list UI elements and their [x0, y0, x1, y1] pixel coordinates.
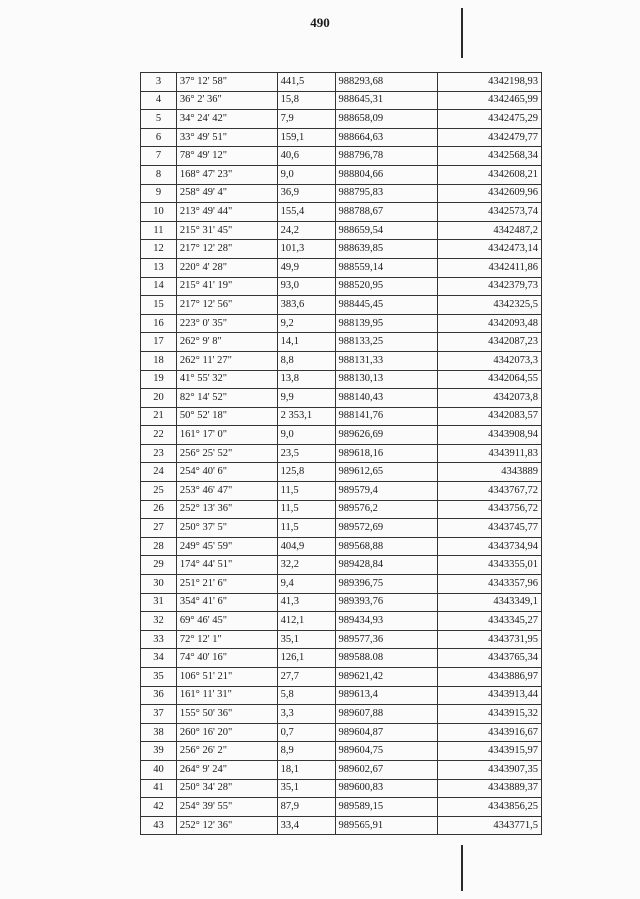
point-number-cell: 12	[141, 240, 177, 259]
table-row	[141, 742, 542, 761]
point-number-cell: 20	[141, 389, 177, 408]
distance-cell: 404,9	[277, 537, 335, 556]
table-row	[141, 705, 542, 724]
x-coordinate-cell: 989604,87	[335, 723, 438, 742]
table-row	[141, 240, 542, 259]
point-number-cell: 42	[141, 798, 177, 817]
point-number-cell: 43	[141, 816, 177, 835]
point-number-cell: 33	[141, 630, 177, 649]
point-number-cell: 11	[141, 221, 177, 240]
direction-angle-cell: 254° 39' 55"	[176, 798, 277, 817]
distance-cell: 49,9	[277, 258, 335, 277]
distance-cell: 11,5	[277, 519, 335, 538]
direction-angle-cell: 82° 14' 52"	[176, 389, 277, 408]
x-coordinate-cell: 988804,66	[335, 165, 438, 184]
table-row	[141, 649, 542, 668]
direction-angle-cell: 161° 11' 31"	[176, 686, 277, 705]
point-number-cell: 15	[141, 296, 177, 315]
point-number-cell: 7	[141, 147, 177, 166]
y-coordinate-cell: 4343765,34	[438, 649, 542, 668]
y-coordinate-cell: 4342064,55	[438, 370, 542, 389]
point-number-cell: 19	[141, 370, 177, 389]
direction-angle-cell: 34° 24' 42"	[176, 110, 277, 129]
distance-cell: 383,6	[277, 296, 335, 315]
direction-angle-cell: 251° 21' 6"	[176, 575, 277, 594]
y-coordinate-cell: 4343745,77	[438, 519, 542, 538]
table-row	[141, 73, 542, 92]
distance-cell: 13,8	[277, 370, 335, 389]
distance-cell: 33,4	[277, 816, 335, 835]
point-number-cell: 24	[141, 463, 177, 482]
table-row	[141, 147, 542, 166]
table-row	[141, 444, 542, 463]
distance-cell: 8,8	[277, 351, 335, 370]
x-coordinate-cell: 989604,75	[335, 742, 438, 761]
table-row	[141, 816, 542, 835]
point-number-cell: 35	[141, 668, 177, 687]
y-coordinate-cell: 4343915,97	[438, 742, 542, 761]
direction-angle-cell: 260° 16' 20"	[176, 723, 277, 742]
distance-cell: 125,8	[277, 463, 335, 482]
y-coordinate-cell: 4342379,73	[438, 277, 542, 296]
point-number-cell: 27	[141, 519, 177, 538]
table-row	[141, 389, 542, 408]
table-row	[141, 203, 542, 222]
point-number-cell: 41	[141, 779, 177, 798]
y-coordinate-cell: 4343734,94	[438, 537, 542, 556]
distance-cell: 159,1	[277, 128, 335, 147]
y-coordinate-cell: 4343907,35	[438, 760, 542, 779]
x-coordinate-cell: 988141,76	[335, 407, 438, 426]
table-row	[141, 258, 542, 277]
point-number-cell: 40	[141, 760, 177, 779]
x-coordinate-cell: 988645,31	[335, 91, 438, 110]
y-coordinate-cell: 4342608,21	[438, 165, 542, 184]
point-number-cell: 16	[141, 314, 177, 333]
direction-angle-cell: 37° 12' 58"	[176, 73, 277, 92]
table-row	[141, 760, 542, 779]
table-row	[141, 612, 542, 631]
distance-cell: 35,1	[277, 630, 335, 649]
x-coordinate-cell: 989612,65	[335, 463, 438, 482]
point-number-cell: 17	[141, 333, 177, 352]
distance-cell: 3,3	[277, 705, 335, 724]
distance-cell: 40,6	[277, 147, 335, 166]
distance-cell: 9,0	[277, 426, 335, 445]
direction-angle-cell: 168° 47' 23"	[176, 165, 277, 184]
distance-cell: 126,1	[277, 649, 335, 668]
x-coordinate-cell: 989626,69	[335, 426, 438, 445]
table-row	[141, 296, 542, 315]
table-row	[141, 333, 542, 352]
point-number-cell: 13	[141, 258, 177, 277]
table-row	[141, 779, 542, 798]
table-row	[141, 426, 542, 445]
direction-angle-cell: 174° 44' 51"	[176, 556, 277, 575]
x-coordinate-cell: 988788,67	[335, 203, 438, 222]
point-number-cell: 6	[141, 128, 177, 147]
table-row	[141, 500, 542, 519]
distance-cell: 15,8	[277, 91, 335, 110]
x-coordinate-cell: 989600,83	[335, 779, 438, 798]
distance-cell: 7,9	[277, 110, 335, 129]
distance-cell: 9,2	[277, 314, 335, 333]
table-row	[141, 519, 542, 538]
table-row	[141, 165, 542, 184]
distance-cell: 5,8	[277, 686, 335, 705]
y-coordinate-cell: 4343886,97	[438, 668, 542, 687]
point-number-cell: 22	[141, 426, 177, 445]
distance-cell: 101,3	[277, 240, 335, 259]
y-coordinate-cell: 4342411,86	[438, 258, 542, 277]
distance-cell: 23,5	[277, 444, 335, 463]
x-coordinate-cell: 989607,88	[335, 705, 438, 724]
x-coordinate-cell: 988131,33	[335, 351, 438, 370]
point-number-cell: 8	[141, 165, 177, 184]
point-number-cell: 14	[141, 277, 177, 296]
y-coordinate-cell: 4343908,94	[438, 426, 542, 445]
point-number-cell: 25	[141, 482, 177, 501]
distance-cell: 36,9	[277, 184, 335, 203]
direction-angle-cell: 69° 46' 45"	[176, 612, 277, 631]
direction-angle-cell: 215° 31' 45"	[176, 221, 277, 240]
point-number-cell: 32	[141, 612, 177, 631]
y-coordinate-cell: 4343731,95	[438, 630, 542, 649]
y-coordinate-cell: 4342073,3	[438, 351, 542, 370]
table-row	[141, 407, 542, 426]
table-row	[141, 723, 542, 742]
x-coordinate-cell: 989396,75	[335, 575, 438, 594]
table-row	[141, 537, 542, 556]
x-coordinate-cell: 988664,63	[335, 128, 438, 147]
direction-angle-cell: 41° 55' 32"	[176, 370, 277, 389]
direction-angle-cell: 252° 13' 36"	[176, 500, 277, 519]
table-row	[141, 575, 542, 594]
y-coordinate-cell: 4343916,67	[438, 723, 542, 742]
direction-angle-cell: 256° 26' 2"	[176, 742, 277, 761]
x-coordinate-cell: 988139,95	[335, 314, 438, 333]
table-row	[141, 221, 542, 240]
direction-angle-cell: 36° 2' 36"	[176, 91, 277, 110]
direction-angle-cell: 33° 49' 51"	[176, 128, 277, 147]
point-number-cell: 23	[141, 444, 177, 463]
distance-cell: 9,0	[277, 165, 335, 184]
y-coordinate-cell: 4343355,01	[438, 556, 542, 575]
point-number-cell: 29	[141, 556, 177, 575]
x-coordinate-cell: 989393,76	[335, 593, 438, 612]
direction-angle-cell: 262° 11' 27"	[176, 351, 277, 370]
table-row	[141, 351, 542, 370]
x-coordinate-cell: 988520,95	[335, 277, 438, 296]
x-coordinate-cell: 989428,84	[335, 556, 438, 575]
y-coordinate-cell: 4342573,74	[438, 203, 542, 222]
y-coordinate-cell: 4343889,37	[438, 779, 542, 798]
y-coordinate-cell: 4342325,5	[438, 296, 542, 315]
y-coordinate-cell: 4343856,25	[438, 798, 542, 817]
direction-angle-cell: 254° 40' 6"	[176, 463, 277, 482]
direction-angle-cell: 253° 46' 47"	[176, 482, 277, 501]
distance-cell: 35,1	[277, 779, 335, 798]
distance-cell: 412,1	[277, 612, 335, 631]
distance-cell: 9,4	[277, 575, 335, 594]
y-coordinate-cell: 4343345,27	[438, 612, 542, 631]
table-row	[141, 593, 542, 612]
table-row	[141, 314, 542, 333]
table-row	[141, 798, 542, 817]
table-row	[141, 556, 542, 575]
direction-angle-cell: 220° 4' 28"	[176, 258, 277, 277]
y-coordinate-cell: 4342073,8	[438, 389, 542, 408]
direction-angle-cell: 106° 51' 21"	[176, 668, 277, 687]
table-row	[141, 370, 542, 389]
x-coordinate-cell: 989579,4	[335, 482, 438, 501]
x-coordinate-cell: 988130,13	[335, 370, 438, 389]
distance-cell: 87,9	[277, 798, 335, 817]
point-number-cell: 18	[141, 351, 177, 370]
x-coordinate-cell: 988639,85	[335, 240, 438, 259]
y-coordinate-cell: 4342568,34	[438, 147, 542, 166]
direction-angle-cell: 250° 37' 5"	[176, 519, 277, 538]
table-row	[141, 686, 542, 705]
y-coordinate-cell: 4342198,93	[438, 73, 542, 92]
y-coordinate-cell: 4342473,14	[438, 240, 542, 259]
x-coordinate-cell: 989588.08	[335, 649, 438, 668]
x-coordinate-cell: 988559,14	[335, 258, 438, 277]
point-number-cell: 4	[141, 91, 177, 110]
distance-cell: 8,9	[277, 742, 335, 761]
x-coordinate-cell: 989577,36	[335, 630, 438, 649]
direction-angle-cell: 217° 12' 56"	[176, 296, 277, 315]
y-coordinate-cell: 4342487,2	[438, 221, 542, 240]
y-coordinate-cell: 4342093,48	[438, 314, 542, 333]
y-coordinate-cell: 4343349,1	[438, 593, 542, 612]
direction-angle-cell: 223° 0' 35"	[176, 314, 277, 333]
x-coordinate-cell: 989565,91	[335, 816, 438, 835]
x-coordinate-cell: 989434,93	[335, 612, 438, 631]
distance-cell: 32,2	[277, 556, 335, 575]
x-coordinate-cell: 989618,16	[335, 444, 438, 463]
direction-angle-cell: 262° 9' 8"	[176, 333, 277, 352]
table-row	[141, 277, 542, 296]
x-coordinate-cell: 988293,68	[335, 73, 438, 92]
scan-artifact-top	[461, 8, 463, 58]
table-row	[141, 668, 542, 687]
y-coordinate-cell: 4343913,44	[438, 686, 542, 705]
y-coordinate-cell: 4343911,83	[438, 444, 542, 463]
point-number-cell: 5	[141, 110, 177, 129]
table-row	[141, 463, 542, 482]
distance-cell: 11,5	[277, 482, 335, 501]
x-coordinate-cell: 988795,83	[335, 184, 438, 203]
table-row	[141, 128, 542, 147]
direction-angle-cell: 250° 34' 28"	[176, 779, 277, 798]
table-row	[141, 184, 542, 203]
point-number-cell: 36	[141, 686, 177, 705]
y-coordinate-cell: 4342609,96	[438, 184, 542, 203]
direction-angle-cell: 258° 49' 4"	[176, 184, 277, 203]
point-number-cell: 39	[141, 742, 177, 761]
x-coordinate-cell: 988796,78	[335, 147, 438, 166]
x-coordinate-cell: 988445,45	[335, 296, 438, 315]
x-coordinate-cell: 989568,88	[335, 537, 438, 556]
distance-cell: 155,4	[277, 203, 335, 222]
point-number-cell: 28	[141, 537, 177, 556]
table-row	[141, 91, 542, 110]
y-coordinate-cell: 4343767,72	[438, 482, 542, 501]
table-row	[141, 482, 542, 501]
distance-cell: 9,9	[277, 389, 335, 408]
y-coordinate-cell: 4342475,29	[438, 110, 542, 129]
direction-angle-cell: 264° 9' 24"	[176, 760, 277, 779]
y-coordinate-cell: 4342479,77	[438, 128, 542, 147]
point-number-cell: 38	[141, 723, 177, 742]
direction-angle-cell: 50° 52' 18"	[176, 407, 277, 426]
x-coordinate-cell: 989576,2	[335, 500, 438, 519]
distance-cell: 41,3	[277, 593, 335, 612]
table-row	[141, 630, 542, 649]
y-coordinate-cell: 4343915,32	[438, 705, 542, 724]
distance-cell: 18,1	[277, 760, 335, 779]
direction-angle-cell: 354° 41' 6"	[176, 593, 277, 612]
y-coordinate-cell: 4342083,57	[438, 407, 542, 426]
direction-angle-cell: 256° 25' 52"	[176, 444, 277, 463]
distance-cell: 24,2	[277, 221, 335, 240]
direction-angle-cell: 252° 12' 36"	[176, 816, 277, 835]
distance-cell: 2 353,1	[277, 407, 335, 426]
x-coordinate-cell: 989621,42	[335, 668, 438, 687]
x-coordinate-cell: 988133,25	[335, 333, 438, 352]
x-coordinate-cell: 989602,67	[335, 760, 438, 779]
y-coordinate-cell: 4343889	[438, 463, 542, 482]
direction-angle-cell: 249° 45' 59"	[176, 537, 277, 556]
distance-cell: 93,0	[277, 277, 335, 296]
coordinates-table	[140, 72, 542, 835]
x-coordinate-cell: 989572,69	[335, 519, 438, 538]
coordinates-table-body	[141, 73, 542, 835]
point-number-cell: 34	[141, 649, 177, 668]
x-coordinate-cell: 989589,15	[335, 798, 438, 817]
y-coordinate-cell: 4343756,72	[438, 500, 542, 519]
point-number-cell: 30	[141, 575, 177, 594]
point-number-cell: 37	[141, 705, 177, 724]
point-number-cell: 9	[141, 184, 177, 203]
page-number: 490	[310, 15, 330, 30]
distance-cell: 14,1	[277, 333, 335, 352]
x-coordinate-cell: 988140,43	[335, 389, 438, 408]
point-number-cell: 3	[141, 73, 177, 92]
direction-angle-cell: 72° 12' 1"	[176, 630, 277, 649]
point-number-cell: 10	[141, 203, 177, 222]
y-coordinate-cell: 4342087,23	[438, 333, 542, 352]
y-coordinate-cell: 4343771,5	[438, 816, 542, 835]
distance-cell: 27,7	[277, 668, 335, 687]
direction-angle-cell: 213° 49' 44"	[176, 203, 277, 222]
distance-cell: 441,5	[277, 73, 335, 92]
x-coordinate-cell: 988659,54	[335, 221, 438, 240]
point-number-cell: 26	[141, 500, 177, 519]
direction-angle-cell: 217° 12' 28"	[176, 240, 277, 259]
x-coordinate-cell: 989613,4	[335, 686, 438, 705]
direction-angle-cell: 78° 49' 12"	[176, 147, 277, 166]
table-row	[141, 110, 542, 129]
distance-cell: 0,7	[277, 723, 335, 742]
x-coordinate-cell: 988658,09	[335, 110, 438, 129]
distance-cell: 11,5	[277, 500, 335, 519]
direction-angle-cell: 215° 41' 19"	[176, 277, 277, 296]
direction-angle-cell: 161° 17' 0"	[176, 426, 277, 445]
point-number-cell: 21	[141, 407, 177, 426]
direction-angle-cell: 74° 40' 16"	[176, 649, 277, 668]
y-coordinate-cell: 4342465,99	[438, 91, 542, 110]
point-number-cell: 31	[141, 593, 177, 612]
direction-angle-cell: 155° 50' 36"	[176, 705, 277, 724]
y-coordinate-cell: 4343357,96	[438, 575, 542, 594]
scan-artifact-bottom	[461, 845, 463, 891]
